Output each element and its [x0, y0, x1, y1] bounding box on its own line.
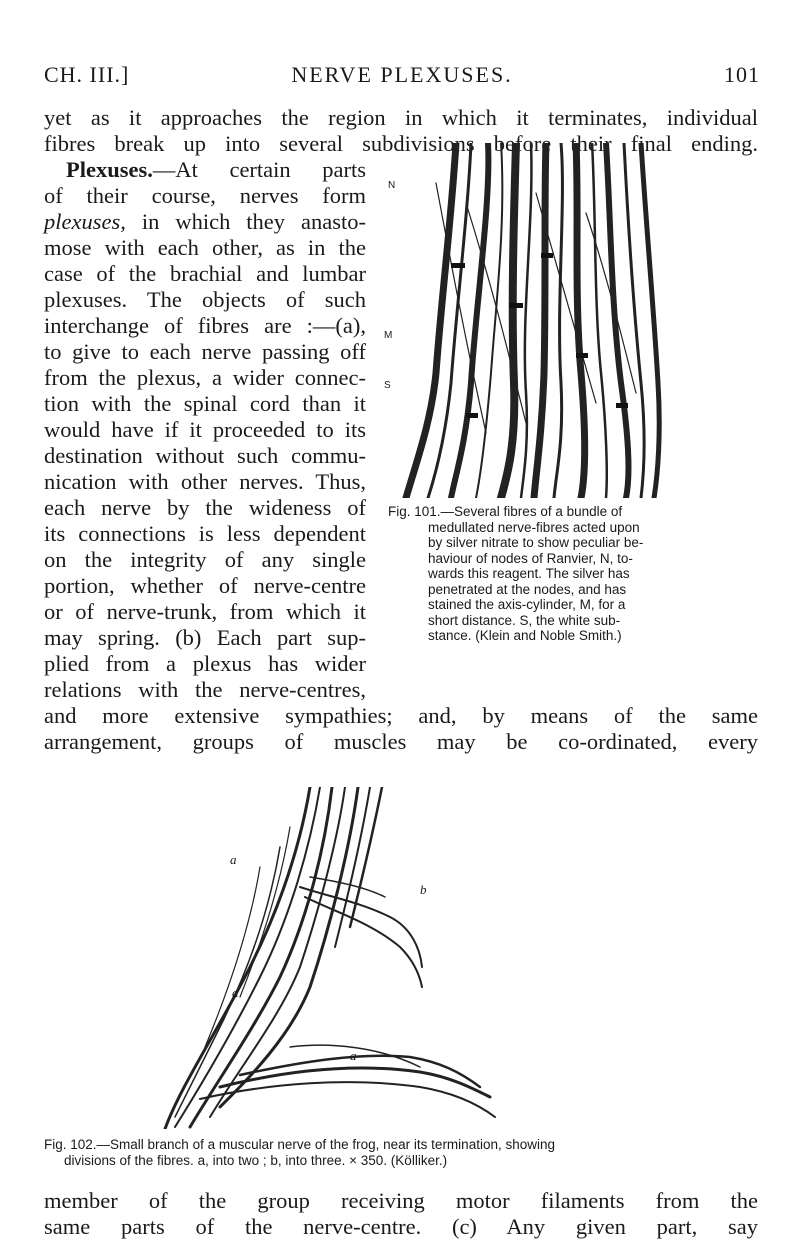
label-b: b: [420, 882, 427, 897]
text-line: yet as it approaches the region in which it terminates, individual: [44, 105, 758, 130]
text-line: —At certain parts: [152, 157, 366, 182]
text-line-with-italic: plexuses, in which they anasto-: [44, 209, 366, 234]
label-n: N: [388, 180, 396, 191]
plexuses-heading: Plexuses.: [66, 157, 153, 182]
text-line: member of the group receiving motor filaments from the: [44, 1188, 758, 1213]
text-line: to give to each nerve passing off: [44, 339, 366, 364]
text-line: of their course, nerves form: [44, 183, 366, 208]
text-line: interchange of fibres are :—(a),: [44, 313, 366, 338]
text-line: portion, whether of nerve-centre: [44, 573, 366, 598]
label-a-upper: a: [230, 852, 237, 867]
text-line: each nerve by the wideness of: [44, 495, 366, 520]
text-line: case of the brachial and lumbar: [44, 261, 366, 286]
figure-102-caption: Fig. 102.—Small branch of a muscular nerve of the frog, near its termination, showing divisions of the fibres. a, into two ; b, into three. × 350. (Kölliker.): [44, 1137, 555, 1168]
text-line: its connections is less dependent: [44, 521, 366, 546]
plexuses-paragraph-start: [44, 157, 366, 183]
muscular-nerve-branch-engraving: [160, 787, 500, 1129]
text-line: relations with the nerve-centres,: [44, 677, 366, 702]
text-line: mose with each other, as in the: [44, 235, 366, 260]
text-line: or of nerve-trunk, from which it: [44, 599, 366, 624]
figure-101-caption: Fig. 101.—Several fibres of a bundle of medullated nerve-fibres acted upon by silver nitrate to show peculiar be- haviour of nodes of Ranvier, N, to- wards this reagent. The silver has penetrated at the nodes, and has stained the axis-cylinder, M, for a short distance. S, the white sub- stance. (Klein and Noble Smith.): [388, 504, 644, 643]
chapter-label: CH. III.]: [44, 62, 130, 87]
label-a-left: a: [232, 985, 239, 1000]
text-line: may spring. (b) Each part sup-: [44, 625, 366, 650]
text-line: plied from a plexus has wider: [44, 651, 366, 676]
label-s: S: [384, 380, 391, 391]
text-line: tion with the spinal cord than it: [44, 391, 366, 416]
text-line: destination without such commu-: [44, 443, 366, 468]
text-line: and more extensive sympathies; and, by means of the same: [44, 703, 758, 728]
text-line: plexuses. The objects of such: [44, 287, 366, 312]
text-line: same parts of the nerve-centre. (c) Any given part, say: [44, 1214, 758, 1239]
nerve-fibres-engraving: [396, 143, 664, 498]
running-header: [44, 62, 760, 92]
text-line: nication with other nerves. Thus,: [44, 469, 366, 494]
label-a-lower: a: [350, 1048, 357, 1063]
running-title: NERVE PLEXUSES.: [291, 62, 513, 87]
figure-101-illustration: [396, 143, 664, 498]
text-line: would have if it proceeded to its: [44, 417, 366, 442]
italic-term: plexuses,: [44, 209, 126, 234]
page-number: 101: [724, 62, 760, 87]
label-m: M: [384, 330, 393, 341]
figure-102-illustration: [160, 787, 500, 1129]
text-line: on the integrity of any single: [44, 547, 366, 572]
text-line: fibres break up into several subdivisions before their final ending.: [44, 131, 758, 156]
text-line: from the plexus, a wider connec-: [44, 365, 366, 390]
text-line: arrangement, groups of muscles may be co-ordinated, every: [44, 729, 758, 754]
